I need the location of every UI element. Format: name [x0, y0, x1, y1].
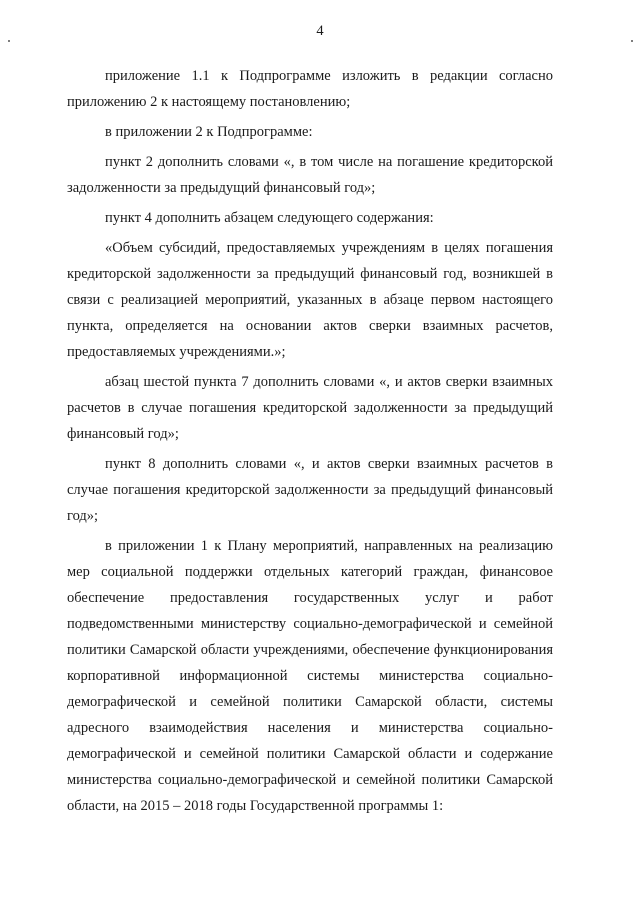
- paragraph: пункт 4 дополнить абзацем следующего содержания:: [105, 210, 434, 226]
- paragraph: в приложении 2 к Подпрограмме:: [105, 124, 313, 140]
- quoted-paragraph: «Объем субсидий, предоставляемых учреждениям в целях погашения кредиторской задолженности за предыдущий финансовый год, возникшей в связи с реализацией мероприятий, указанных в абзаце первом настоящего пункта, определяется на основании актов сверки взаимных расчетов, предоставляемых учреждениями.»;: [67, 240, 553, 360]
- paragraph: в приложении 1 к Плану мероприятий, направленных на реализацию мер социальной поддержки отдельных категорий граждан, финансовое обеспечение предоставления государственных услуг и работ подведомственными министерству социально-демографической и семейной политики Самарской области учреждениями, обеспечение функционирования корпоративной информационной системы министерства социально-демографической и семейной политики Самарской области, системы адресного взаимодействия населения и министерства социально-демографической и семейной политики Самарской области и содержание министерства социально-демографической и семейной политики Самарской области, на 2015 – 2018 годы Государственной программы 1:: [67, 538, 553, 814]
- scan-speck: [631, 40, 633, 42]
- scan-speck: [8, 40, 10, 42]
- document-body: [67, 63, 553, 823]
- paragraph: пункт 2 дополнить словами «, в том числе на погашение кредиторской задолженности за предыдущий финансовый год»;: [67, 154, 553, 196]
- paragraph: абзац шестой пункта 7 дополнить словами «, и актов сверки взаимных расчетов в случае погашения кредиторской задолженности за предыдущий финансовый год»;: [67, 374, 553, 442]
- paragraph: пункт 8 дополнить словами «, и актов сверки взаимных расчетов в случае погашения кредиторской задолженности за предыдущий финансовый год»;: [67, 456, 553, 524]
- page-number: 4: [316, 23, 324, 39]
- paragraph: приложение 1.1 к Подпрограмме изложить в редакции согласно приложению 2 к настоящему постановлению;: [67, 68, 553, 110]
